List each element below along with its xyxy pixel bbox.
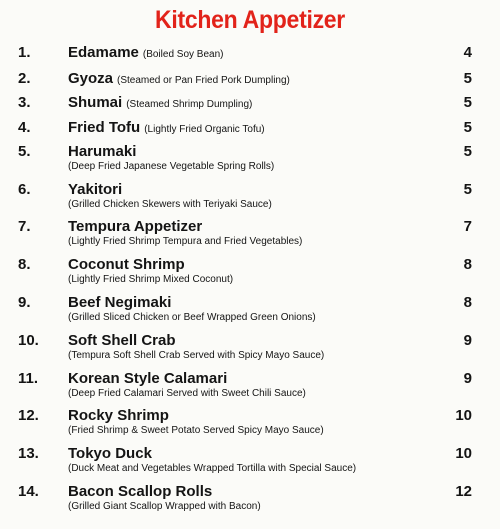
menu-item [0, 407, 500, 441]
item-price: 9 [463, 332, 472, 349]
item-description: (Duck Meat and Vegetables Wrapped Tortilla with Special Sauce) [68, 463, 357, 474]
item-number: 12. [18, 407, 39, 424]
item-name: Rocky Shrimp [68, 407, 169, 424]
item-name: Tokyo Duck [68, 445, 152, 462]
item-heading [68, 70, 290, 88]
item-name: Edamame [68, 44, 139, 61]
item-number: 9. [18, 294, 31, 311]
menu-item [0, 445, 500, 479]
item-number: 4. [18, 119, 31, 136]
item-price: 7 [463, 218, 472, 235]
item-heading [68, 119, 265, 137]
item-name: Korean Style Calamari [68, 370, 228, 387]
item-price: 12 [455, 483, 472, 500]
item-heading [68, 445, 152, 463]
item-price: 5 [463, 70, 472, 87]
item-heading [68, 218, 202, 236]
item-heading [68, 94, 252, 112]
item-heading [68, 407, 169, 425]
item-heading [68, 44, 223, 62]
item-price: 9 [463, 370, 472, 387]
item-number: 8. [18, 256, 31, 273]
item-number: 6. [18, 181, 31, 198]
item-heading [68, 143, 136, 161]
item-heading [68, 483, 212, 501]
item-price: 5 [463, 143, 472, 160]
menu-item [0, 483, 500, 517]
item-name: Gyoza [68, 70, 114, 87]
menu-item [0, 332, 500, 366]
item-description: (Deep Fried Calamari Served with Sweet Chili Sauce) [68, 388, 306, 399]
item-description: (Steamed or Pan Fried Pork Dumpling) [117, 75, 290, 86]
item-name: Harumaki [68, 143, 137, 160]
item-number: 13. [18, 445, 39, 462]
item-price: 5 [463, 119, 472, 136]
item-number: 10. [18, 332, 39, 349]
menu-item [0, 143, 500, 177]
item-heading [68, 370, 227, 388]
item-name: Fried Tofu [68, 119, 141, 136]
menu-item [0, 294, 500, 328]
item-price: 5 [463, 94, 472, 111]
item-description: (Grilled Sliced Chicken or Beef Wrapped Green Onions) [68, 312, 316, 323]
item-name: Shumai [68, 94, 123, 111]
item-name: Yakitori [68, 181, 123, 198]
item-description: (Steamed Shrimp Dumpling) [126, 99, 253, 110]
item-price: 8 [463, 294, 472, 311]
item-name: Beef Negimaki [68, 294, 172, 311]
item-name: Coconut Shrimp [68, 256, 185, 273]
item-number: 11. [18, 370, 39, 387]
item-price: 10 [455, 445, 472, 462]
item-number: 5. [18, 143, 31, 160]
item-number: 7. [18, 218, 31, 235]
item-price: 8 [463, 256, 472, 273]
item-heading [68, 256, 185, 274]
item-description: (Tempura Soft Shell Crab Served with Spicy Mayo Sauce) [68, 350, 325, 361]
item-number: 3. [18, 94, 31, 111]
menu-item [0, 370, 500, 404]
item-number: 1. [18, 44, 31, 61]
item-name: Bacon Scallop Rolls [68, 483, 213, 500]
menu-item [0, 218, 500, 252]
menu-title: Kitchen Appetizer [155, 6, 345, 34]
item-description: (Grilled Giant Scallop Wrapped with Bacon) [68, 501, 261, 512]
item-name: Soft Shell Crab [68, 332, 176, 349]
item-name: Tempura Appetizer [68, 218, 203, 235]
item-number: 14. [18, 483, 39, 500]
menu-item [0, 256, 500, 290]
item-description: (Lightly Fried Organic Tofu) [144, 124, 265, 135]
item-price: 10 [455, 407, 472, 424]
menu-item [0, 181, 500, 215]
item-description: (Lightly Fried Shrimp Mixed Coconut) [68, 274, 234, 285]
item-description: (Grilled Chicken Skewers with Teriyaki Sauce) [68, 199, 272, 210]
item-description: (Fried Shrimp & Sweet Potato Served Spicy Mayo Sauce) [68, 425, 324, 436]
item-heading [68, 181, 122, 199]
item-number: 2. [18, 70, 31, 87]
item-heading [68, 294, 171, 312]
item-heading [68, 332, 176, 350]
item-description: (Boiled Soy Bean) [142, 49, 224, 60]
item-description: (Lightly Fried Shrimp Tempura and Fried Vegetables) [68, 236, 303, 247]
item-price: 5 [463, 181, 472, 198]
item-description: (Deep Fried Japanese Vegetable Spring Rolls) [68, 161, 275, 172]
item-price: 4 [463, 44, 472, 61]
